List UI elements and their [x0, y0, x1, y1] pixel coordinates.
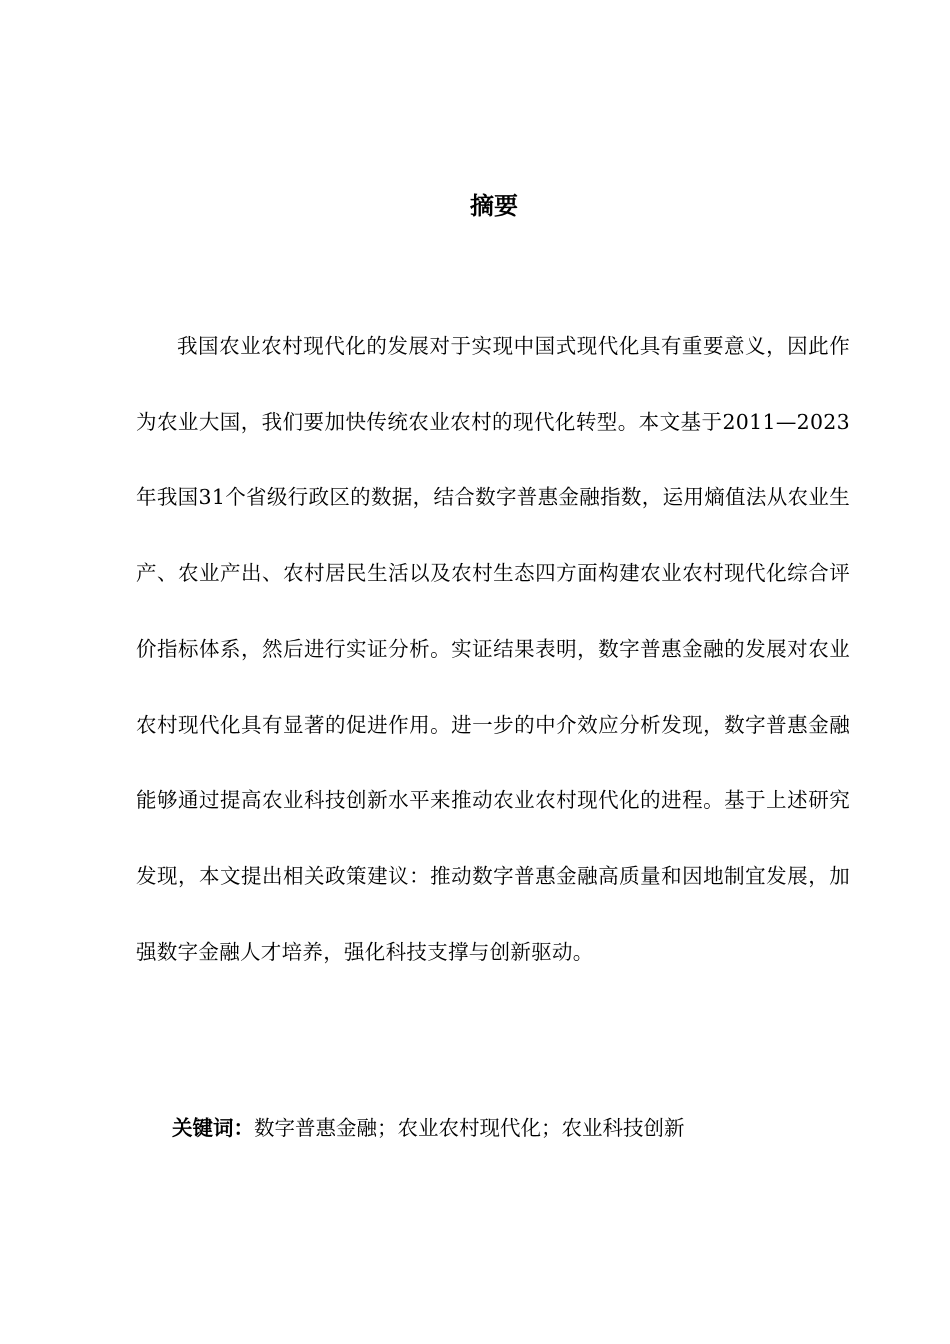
- keywords-line: [172, 1108, 852, 1148]
- keywords-value: 数字普惠金融；农业农村现代化；农业科技创新: [254, 1116, 685, 1140]
- page-title: 摘要: [470, 192, 518, 220]
- abstract-paragraph: 我国农业农村现代化的发展对于实现中国式现代化具有重要意义，因此作为农业大国，我们要加快传统农业农村的现代化转型。本文基于2011—2023年我国31个省级行政区的数据，结合数字普惠金融指数，运用熵值法从农业生产、农业产出、农村居民生活以及农村生态四方面构建农业农村现代化综合评价指标体系，然后进行实证分析。实证结果表明，数字普惠金融的发展对农业农村现代化具有显著的促进作用。进一步的中介效应分析发现，数字普惠金融能够通过提高农业科技创新水平来推动农业农村现代化的进程。基于上述研究发现，本文提出相关政策建议：推动数字普惠金融高质量和因地制宜发展，加强数字金融人才培养，强化科技支撑与创新驱动。: [136, 334, 850, 964]
- keywords-label: 关键词：: [172, 1116, 254, 1140]
